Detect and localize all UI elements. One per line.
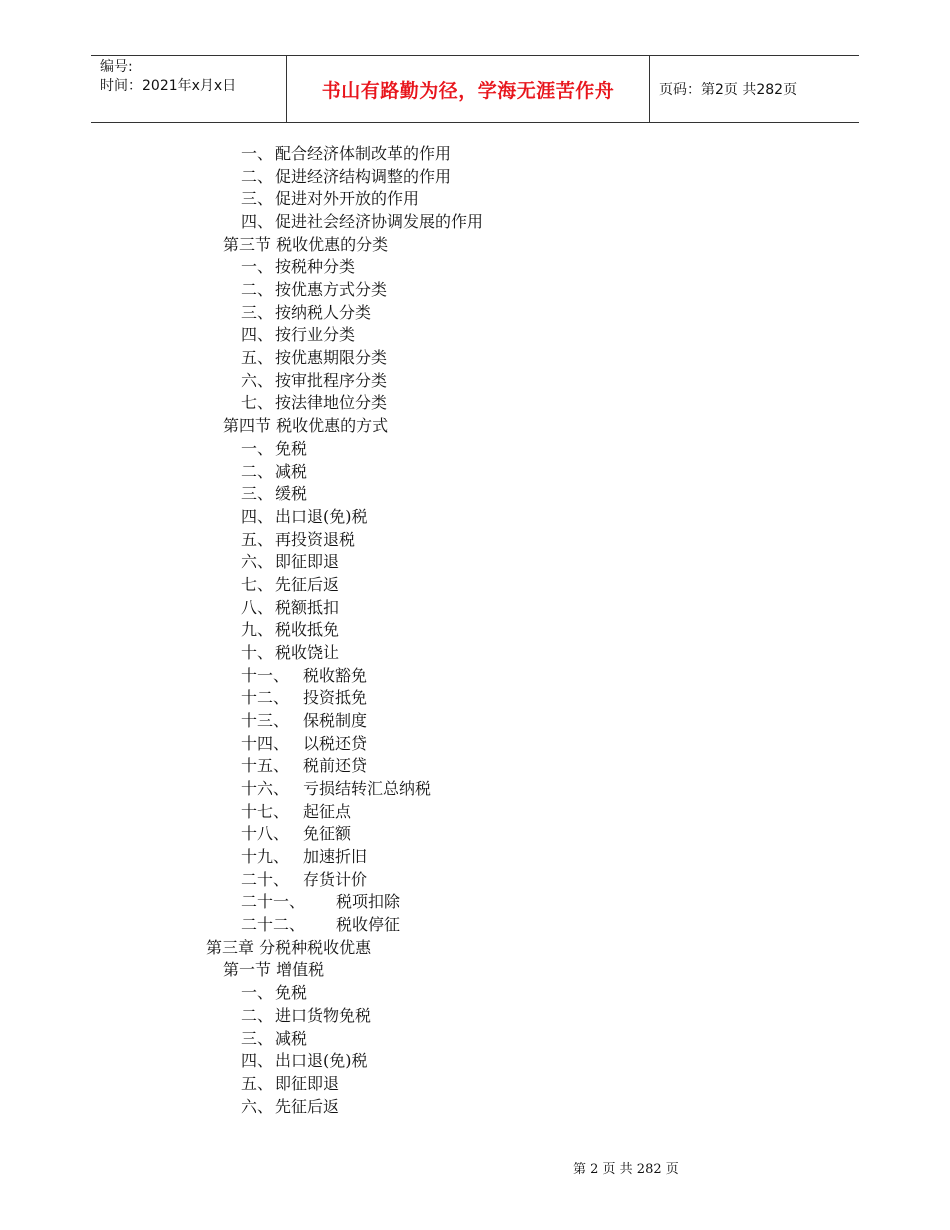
toc-item — [241, 1029, 307, 1049]
toc-item — [241, 1074, 339, 1094]
toc-item-number: 二、 — [241, 280, 274, 300]
toc-item — [241, 711, 367, 731]
toc-item-text: 出口退(免)税 — [275, 506, 368, 526]
toc-item-number: 九、 — [241, 620, 274, 640]
toc-item-number: 三、 — [241, 484, 274, 504]
toc-item-text: 税收停征 — [336, 915, 401, 935]
toc-item — [241, 462, 307, 482]
toc-item-text: 出口退(免)税 — [275, 1051, 368, 1071]
toc-item — [241, 620, 339, 640]
toc-item — [241, 598, 339, 618]
toc-item-text: 按法律地位分类 — [275, 393, 388, 413]
toc-item-number: 二十二、 — [241, 915, 306, 935]
toc-item-text: 即征即退 — [275, 1073, 340, 1093]
toc-item-text: 按审批程序分类 — [275, 370, 388, 390]
toc-item-number: 七、 — [241, 393, 274, 413]
toc-item — [241, 439, 307, 459]
toc-item — [241, 688, 367, 708]
toc-item-number: 二、 — [241, 166, 274, 186]
toc-item-text: 税额抵扣 — [275, 597, 340, 617]
toc-item-number: 三、 — [241, 302, 274, 322]
header-motto: 书山有路勤为径，学海无涯苦作舟 — [286, 56, 650, 122]
toc-item — [241, 1006, 371, 1026]
toc-item-number: 十六、 — [241, 779, 290, 799]
toc-item-text: 免税 — [275, 438, 308, 458]
toc-item-number: 十、 — [241, 642, 274, 662]
toc-item-number: 五、 — [241, 529, 274, 549]
toc-item-text: 免征额 — [303, 824, 352, 844]
toc-item — [241, 189, 419, 209]
toc-item-number: 三、 — [241, 189, 274, 209]
toc-item-number: 一、 — [241, 438, 274, 458]
page-header — [91, 55, 859, 123]
toc-item — [241, 167, 451, 187]
toc-item — [241, 734, 367, 754]
toc-item-number: 六、 — [241, 1096, 274, 1116]
toc-item-text: 即征即退 — [275, 552, 340, 572]
time-label: 时间：2021年x月x日 — [100, 78, 237, 94]
toc-item — [241, 484, 307, 504]
toc-item-text: 配合经济体制改革的作用 — [275, 144, 452, 163]
toc-item-number: 四、 — [241, 506, 274, 526]
toc-item — [241, 303, 371, 323]
toc-item-number: 十七、 — [241, 801, 290, 821]
header-meta — [91, 56, 286, 122]
header-page-info: 页码：第2页 共282页 — [659, 82, 798, 98]
toc-item-text: 免税 — [275, 983, 308, 1003]
toc-item — [241, 393, 387, 413]
toc-item — [241, 1097, 339, 1117]
toc-item — [241, 507, 368, 527]
toc-item-number: 二、 — [241, 1005, 274, 1025]
toc-item — [223, 416, 388, 436]
toc-item-text: 减税 — [275, 461, 308, 481]
toc-item — [223, 235, 388, 255]
toc-item-text: 先征后返 — [275, 1096, 340, 1116]
toc-item-text: 税收豁免 — [303, 665, 368, 685]
toc-item-text: 第一节 增值税 — [223, 960, 325, 980]
toc-item-text: 存货计价 — [303, 869, 368, 889]
toc-item-text: 促进社会经济协调发展的作用 — [275, 212, 484, 232]
serial-label: 编号: — [100, 59, 133, 75]
toc-item — [241, 892, 400, 912]
toc-item-number: 二十一、 — [241, 892, 306, 912]
toc-item-text: 税项扣除 — [336, 892, 401, 912]
toc-item — [241, 824, 351, 844]
toc-item-number: 十九、 — [241, 847, 290, 867]
toc-item — [241, 552, 339, 572]
toc-item — [241, 257, 355, 277]
toc-item-number: 四、 — [241, 325, 274, 345]
toc-item — [241, 802, 351, 822]
toc-item-text: 按税种分类 — [275, 257, 356, 277]
toc-item-number: 十四、 — [241, 733, 290, 753]
toc-item-text: 税前还贷 — [303, 756, 368, 776]
toc-item-number: 五、 — [241, 1073, 274, 1093]
toc-item-number: 三、 — [241, 1028, 274, 1048]
footer-page-number: 第 2 页 共 282 页 — [573, 1162, 679, 1177]
toc-item-number: 十八、 — [241, 824, 290, 844]
toc-item-number: 十五、 — [241, 756, 290, 776]
toc-item-text: 加速折旧 — [303, 847, 368, 867]
toc-item-number: 八、 — [241, 597, 274, 617]
toc-item — [241, 666, 367, 686]
toc-item — [241, 983, 307, 1003]
toc-item-text: 进口货物免税 — [275, 1005, 372, 1025]
toc-item-number: 二十、 — [241, 869, 290, 889]
toc-item-text: 起征点 — [303, 801, 352, 821]
toc-item-number: 六、 — [241, 370, 274, 390]
toc-item-text: 促进经济结构调整的作用 — [275, 166, 452, 186]
toc-item-number: 五、 — [241, 348, 274, 368]
toc-item — [241, 530, 355, 550]
toc-item-text: 先征后返 — [275, 574, 340, 594]
toc-item — [241, 371, 387, 391]
toc-item-number: 一、 — [241, 983, 274, 1003]
toc-item-number: 七、 — [241, 574, 274, 594]
toc-item-text: 第四节 税收优惠的方式 — [223, 416, 389, 436]
toc-item — [241, 144, 451, 164]
toc-item — [241, 212, 483, 232]
toc-item-number: 十一、 — [241, 665, 290, 685]
toc-item — [223, 960, 324, 980]
toc-item-text: 税收饶让 — [275, 642, 340, 662]
toc-item-number: 二、 — [241, 461, 274, 481]
toc-item-text: 保税制度 — [303, 711, 368, 730]
toc-item — [206, 938, 371, 958]
toc-item — [241, 280, 387, 300]
toc-item-number: 一、 — [241, 144, 274, 163]
toc-item-text: 以税还贷 — [303, 733, 368, 753]
toc-item — [241, 870, 367, 890]
toc-item-text: 第三节 税收优惠的分类 — [223, 234, 389, 254]
toc-item-number: 四、 — [241, 212, 274, 232]
toc-item — [241, 779, 431, 799]
toc-item-number: 六、 — [241, 552, 274, 572]
toc-item-text: 按优惠期限分类 — [275, 348, 388, 368]
toc-item — [241, 348, 387, 368]
toc-item-number: 四、 — [241, 1051, 274, 1071]
toc-item-number: 十三、 — [241, 711, 290, 730]
toc-item-number: 十二、 — [241, 688, 290, 708]
toc-item-text: 按行业分类 — [275, 325, 356, 345]
toc-item — [241, 756, 367, 776]
toc-item-number: 一、 — [241, 257, 274, 277]
toc-item-text: 减税 — [275, 1028, 308, 1048]
toc-item-text: 按优惠方式分类 — [275, 280, 388, 300]
toc-item-text: 再投资退税 — [275, 529, 356, 549]
toc-item-text: 亏损结转汇总纳税 — [303, 779, 432, 799]
toc-item — [241, 1051, 368, 1071]
toc-item — [241, 325, 355, 345]
toc-item-text: 第三章 分税种税收优惠 — [206, 937, 372, 957]
toc-item-text: 税收抵免 — [275, 620, 340, 640]
toc-item — [241, 847, 367, 867]
toc-item-text: 缓税 — [275, 484, 308, 504]
toc-item — [241, 643, 339, 663]
toc-item-text: 投资抵免 — [303, 688, 368, 708]
toc-item-text: 促进对外开放的作用 — [275, 189, 420, 209]
toc-item — [241, 915, 400, 935]
toc-item — [241, 575, 339, 595]
toc-item-text: 按纳税人分类 — [275, 302, 372, 322]
